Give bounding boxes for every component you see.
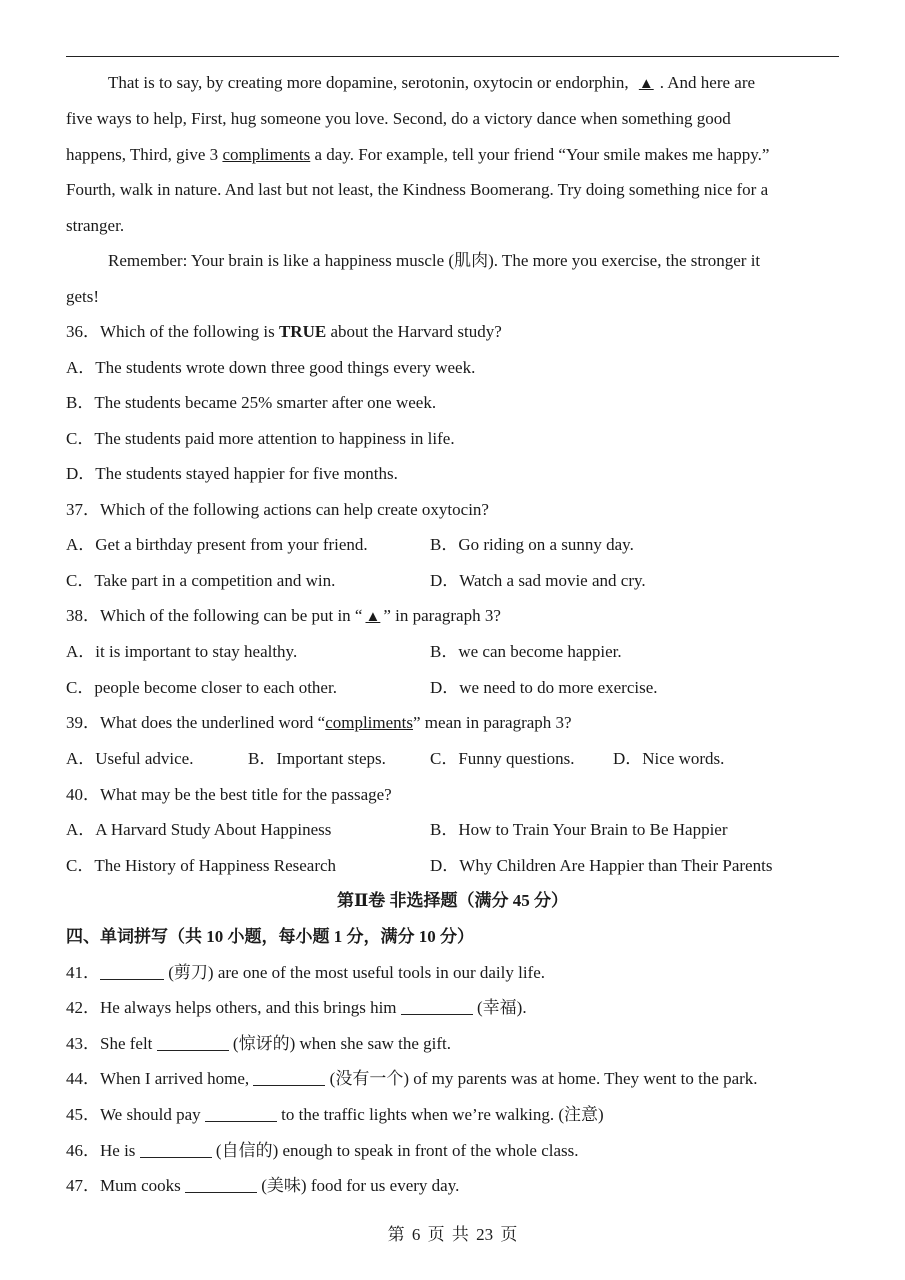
option-b: B．Go riding on a sunny day. [430, 535, 634, 554]
blank-marker: ▲ [365, 609, 381, 625]
question-43: 43．She felt (惊讶的) when she saw the gift. [66, 1034, 452, 1053]
option-c: C．Funny questions. [430, 749, 575, 768]
option-a: A．Useful advice. [66, 749, 194, 768]
passage-line: stranger. [66, 216, 125, 235]
blank-marker: ▲ [638, 76, 654, 92]
option-d: D．The students stayed happier for five months. [66, 464, 398, 483]
option-b: B．How to Train Your Brain to Be Happier [430, 820, 728, 839]
question-39: 39．What does the underlined word “compliments” mean in paragraph 3? [66, 713, 572, 732]
section-title: 四、单词拼写（共 10 小题，每小题 1 分，满分 10 分） [66, 927, 474, 946]
question-36: 36．Which of the following is TRUE about the Harvard study? [66, 322, 502, 341]
option-a: A．Get a birthday present from your friend. [66, 535, 368, 554]
option-b: B．The students became 25% smarter after one week. [66, 393, 437, 412]
option-c: C．Take part in a competition and win. [66, 571, 336, 590]
page-number: 第 6 页 共 23 页 [387, 1225, 518, 1244]
option-b: B．we can become happier. [430, 642, 622, 661]
answer-blank[interactable] [140, 1141, 212, 1158]
option-d: D．Why Children Are Happier than Their Parents [430, 856, 773, 875]
question-42: 42．He always helps others, and this brings him (幸福). [66, 998, 527, 1017]
answer-blank[interactable] [157, 1034, 229, 1051]
answer-blank[interactable] [100, 963, 164, 980]
question-38: 38．Which of the following can be put in “ ▲ ” in paragraph 3? [66, 606, 501, 625]
underlined-word: compliments [222, 145, 311, 164]
question-41: 41． (剪刀) are one of the most useful tools in our daily life. [66, 963, 545, 982]
answer-blank[interactable] [253, 1069, 325, 1086]
question-46: 46．He is (自信的) enough to speak in front of the whole class. [66, 1141, 579, 1160]
option-a: A．The students wrote down three good things every week. [66, 358, 476, 377]
underlined-word: compliments [325, 713, 414, 732]
passage-line: Remember: Your brain is like a happiness muscle (肌肉). The more you exercise, the stronger it [108, 251, 761, 270]
question-37: 37．Which of the following actions can help create oxytocin? [66, 500, 489, 519]
option-c: C．people become closer to each other. [66, 678, 337, 697]
option-b: B．Important steps. [248, 749, 386, 768]
passage-line: That is to say, by creating more dopamine, serotonin, oxytocin or endorphin, ▲ . And here are [108, 73, 756, 92]
answer-blank[interactable] [205, 1105, 277, 1122]
question-45: 45．We should pay to the traffic lights when we’re walking. (注意) [66, 1105, 604, 1124]
option-d: D．Nice words. [613, 749, 725, 768]
part-title: 第Ⅱ卷 非选择题（满分 45 分） [336, 891, 569, 910]
option-c: C．The students paid more attention to happiness in life. [66, 429, 455, 448]
option-a: A．it is important to stay healthy. [66, 642, 298, 661]
option-a: A．A Harvard Study About Happiness [66, 820, 332, 839]
question-40: 40．What may be the best title for the passage? [66, 785, 392, 804]
passage-line: happens, Third, give 3 compliments a day. For example, tell your friend “Your smile makes me happy.” [66, 145, 770, 164]
header-rule [66, 56, 839, 57]
passage-line: Fourth, walk in nature. And last but not least, the Kindness Boomerang. Try doing something nice for a [66, 180, 769, 199]
option-d: D．we need to do more exercise. [430, 678, 658, 697]
answer-blank[interactable] [401, 998, 473, 1015]
passage-line: five ways to help, First, hug someone you love. Second, do a victory dance when something good [66, 109, 731, 128]
passage-line: gets! [66, 287, 100, 306]
option-c: C．The History of Happiness Research [66, 856, 337, 875]
question-47: 47．Mum cooks (美味) food for us every day. [66, 1176, 460, 1195]
answer-blank[interactable] [185, 1176, 257, 1193]
question-44: 44．When I arrived home, (没有一个) of my parents was at home. They went to the park. [66, 1069, 758, 1088]
option-d: D．Watch a sad movie and cry. [430, 571, 646, 590]
